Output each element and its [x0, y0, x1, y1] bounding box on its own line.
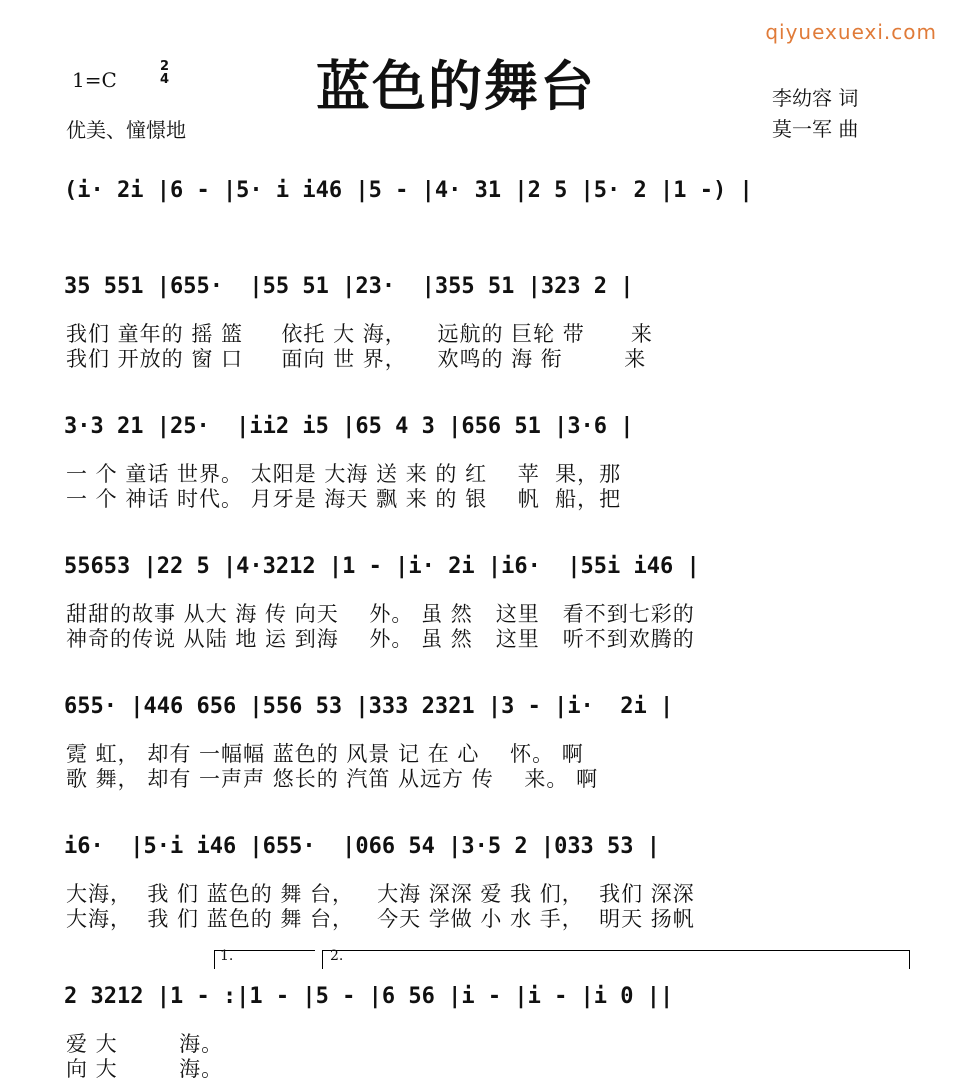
- time-signature-bottom: 4: [160, 72, 170, 87]
- notation-line-3: 55653 |22 5 |4·3212 |1 - |i· 2i |i6· |55i i46 |: [64, 554, 700, 579]
- tempo-marking: 优美、憧憬地: [66, 118, 186, 142]
- first-ending-label: 1.: [220, 948, 234, 964]
- lyric-line-4-verse-1: 霓 虹， 却有 一幅幅 蓝色的 风景 记 在 心 怀。 啊: [66, 742, 584, 766]
- lyric-line-3-verse-1: 甜甜的故事 从大 海 传 向天 外。 虽 然 这里 看不到七彩的: [66, 602, 695, 626]
- notation-line-6: 2 3212 |1 - :|1 - |5 - |6 56 |i - |i - |i 0 ||: [64, 984, 674, 1009]
- time-signature: [160, 60, 169, 86]
- time-signature-top: 2: [160, 59, 170, 74]
- lyric-line-5-verse-1: 大海， 我 们 蓝色的 舞 台， 大海 深深 爱 我 们， 我们 深深: [66, 882, 695, 906]
- notation-line-2: 3·3 21 |25· |ii2 i5 |65 4 3 |656 51 |3·6 |: [64, 414, 634, 439]
- notation-line-1: 35 551 |655· |55 51 |23· |355 51 |323 2 |: [64, 274, 634, 299]
- lyric-line-1-verse-1: 我们 童年的 摇 篮 依托 大 海， 远航的 巨轮 带 来: [66, 322, 653, 346]
- lyric-line-6-verse-1: 爱 大 海。: [66, 1032, 224, 1056]
- intro-line: (i· 2i |6 - |5· i i46 |5 - |4· 31 |2 5 |5· 2 |1 -) |: [64, 178, 753, 203]
- lyric-line-6-verse-2: 向 大 海。: [66, 1057, 224, 1081]
- notation-line-5: i6· |5·i i46 |655· |066 54 |3·5 2 |033 53 |: [64, 834, 661, 859]
- lyric-line-2-verse-1: 一 个 童话 世界。 太阳是 大海 送 来 的 红 苹 果，那: [66, 462, 622, 486]
- site-watermark: qiyuexuexi.com: [765, 20, 937, 44]
- composer-credit: 莫一军 曲: [772, 117, 859, 141]
- lyric-line-4-verse-2: 歌 舞， 却有 一声声 悠长的 汽笛 从远方 传 来。 啊: [66, 767, 599, 791]
- lyric-line-1-verse-2: 我们 开放的 窗 口 面向 世 界， 欢鸣的 海 衔 来: [66, 347, 647, 371]
- notation-line-4: 655· |446 656 |556 53 |333 2321 |3 - |i· 2i |: [64, 694, 674, 719]
- second-ending-bracket: [322, 950, 910, 969]
- key-signature: 1=C: [72, 68, 117, 92]
- lyric-line-3-verse-2: 神奇的传说 从陆 地 运 到海 外。 虽 然 这里 听不到欢腾的: [66, 627, 695, 651]
- lyric-line-5-verse-2: 大海， 我 们 蓝色的 舞 台， 今天 学做 小 水 手， 明天 扬帆: [66, 907, 695, 931]
- second-ending-label: 2.: [330, 948, 344, 964]
- song-title: 蓝色的舞台: [316, 55, 596, 118]
- lyricist-credit: 李幼容 词: [772, 86, 859, 110]
- lyric-line-2-verse-2: 一 个 神话 时代。 月牙是 海天 飘 来 的 银 帆 船，把: [66, 487, 622, 511]
